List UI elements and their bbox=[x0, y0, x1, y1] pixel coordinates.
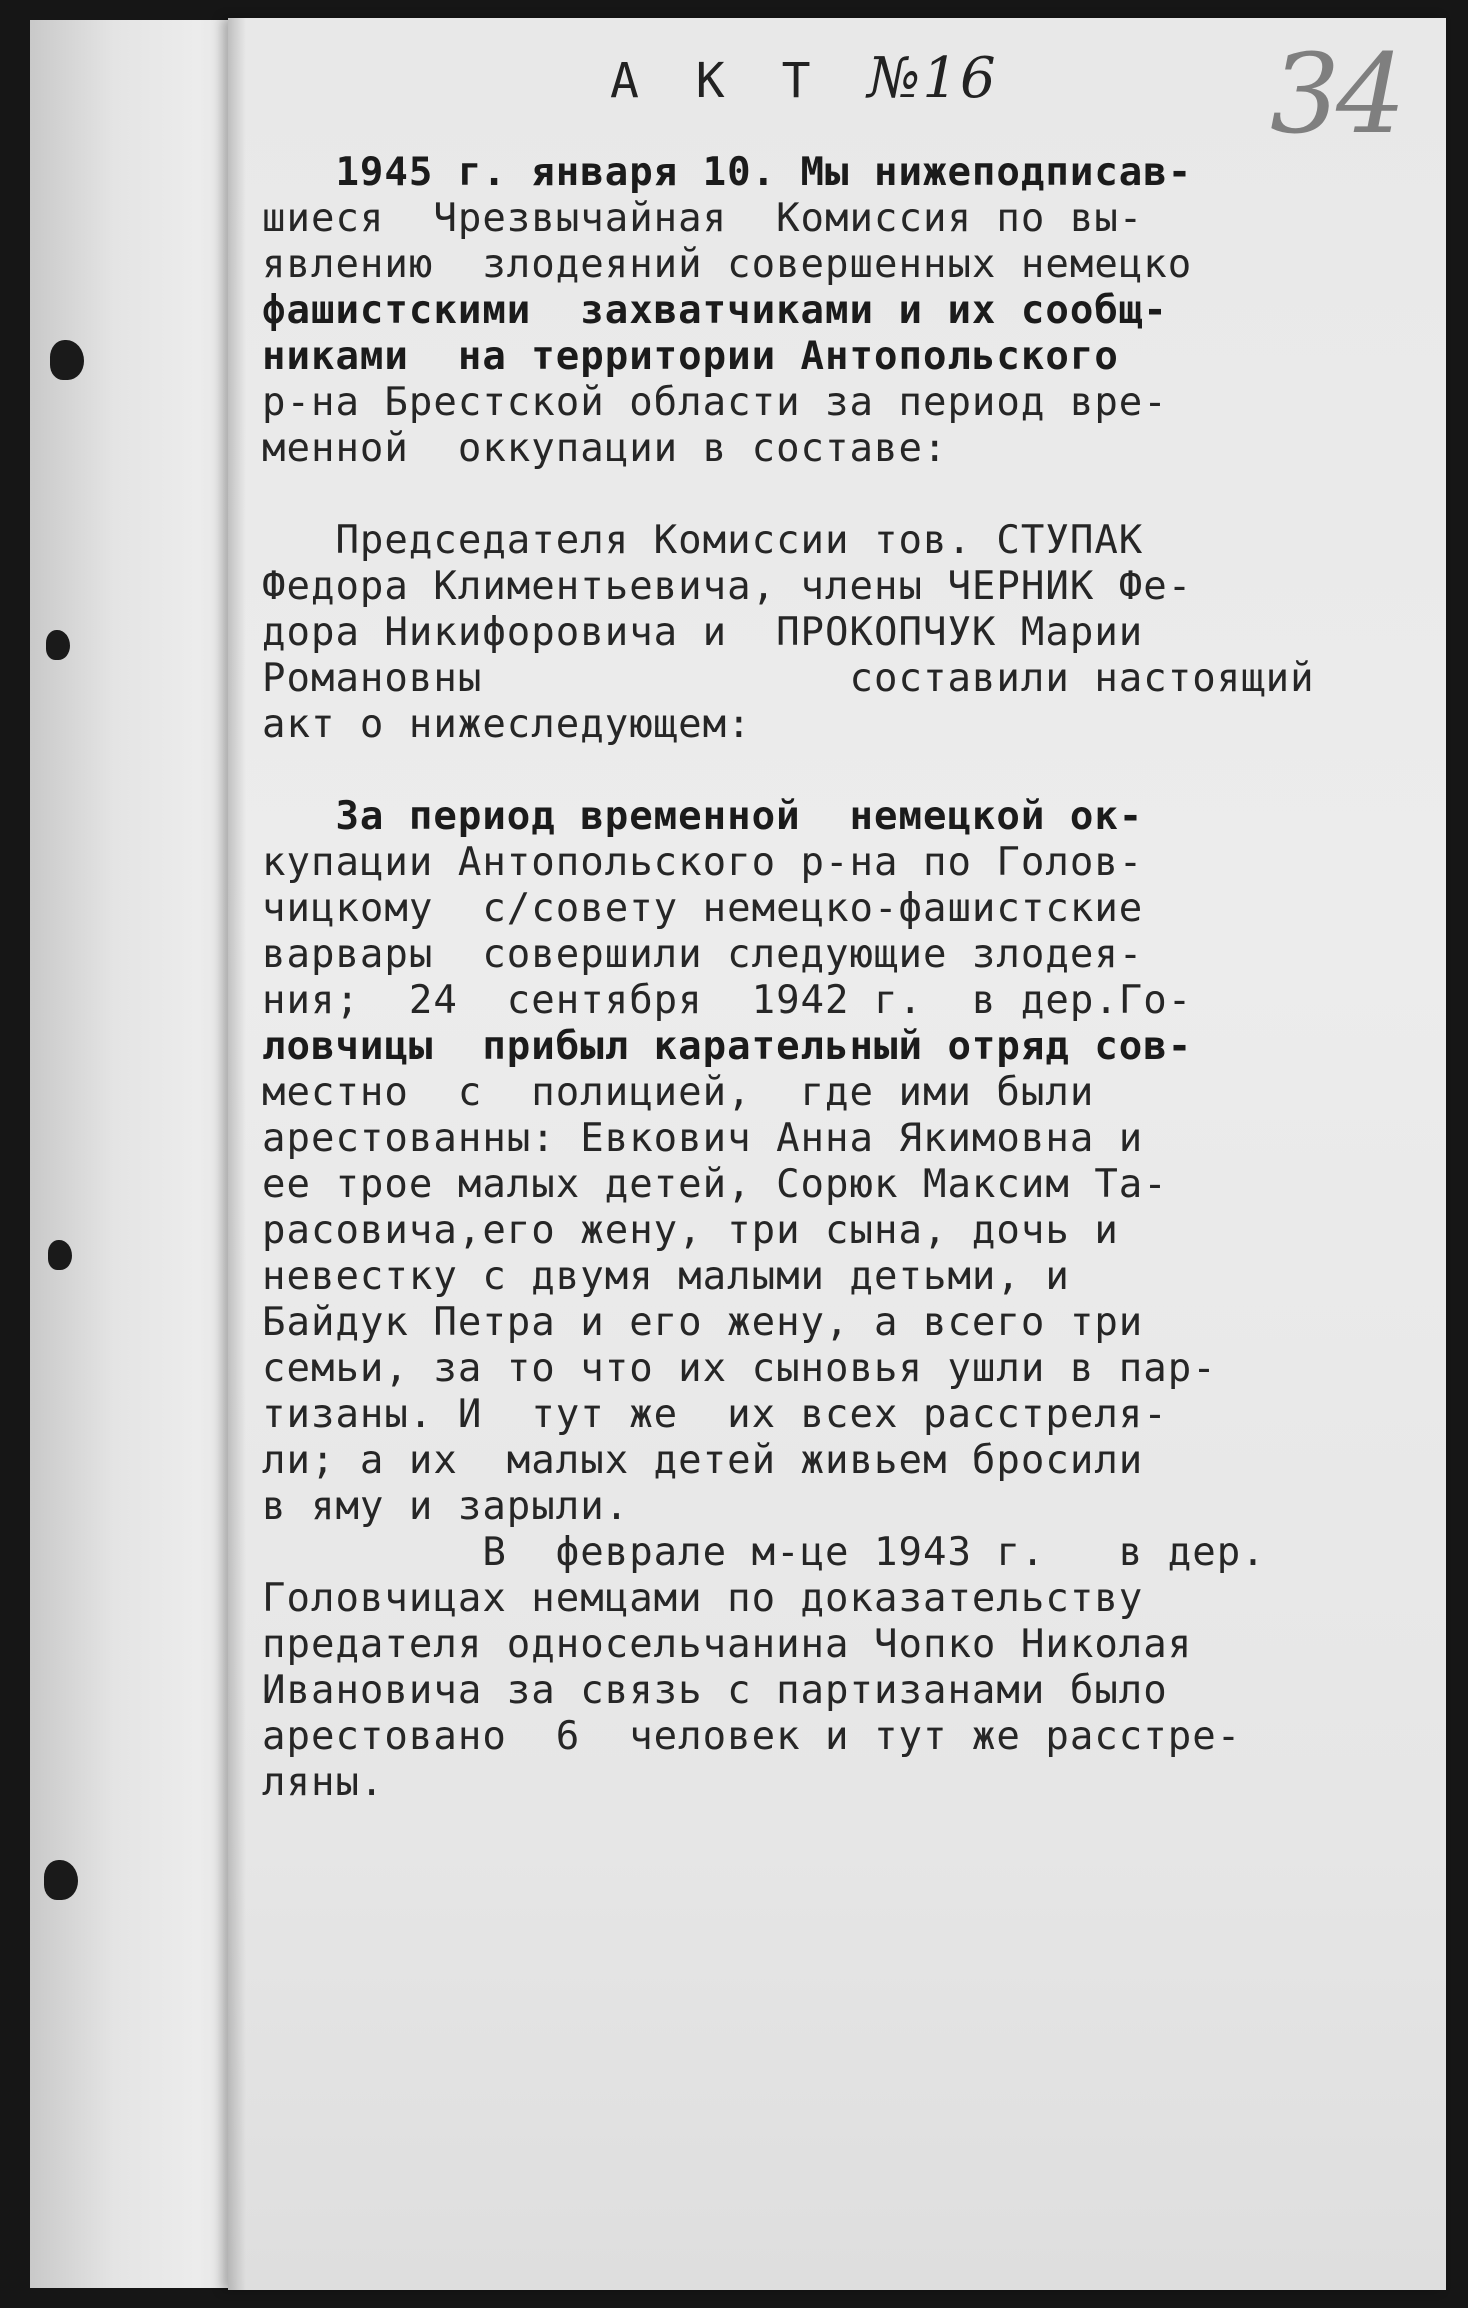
text-line: Головчицах немцами по доказательству bbox=[262, 1576, 1144, 1621]
text-line: местно с полицией, где ими были bbox=[262, 1070, 1095, 1115]
text-line: ее трое малых детей, Сорюк Максим Та- bbox=[262, 1162, 1168, 1207]
text-line: ли; а их малых детей живьем бросили bbox=[262, 1438, 1144, 1483]
text-line: Федора Климентьевича, члены ЧЕРНИК Фе- bbox=[262, 564, 1193, 609]
text-line: тизаны. И тут же их всех расстреля- bbox=[262, 1392, 1168, 1437]
text-line: расовича,его жену, три сына, дочь и bbox=[262, 1208, 1119, 1253]
text-line: в яму и зарыли. bbox=[262, 1484, 630, 1529]
text-line: За период временной немецкой ок- bbox=[262, 794, 1144, 839]
text-line: ловчицы прибыл карательный отряд сов- bbox=[262, 1024, 1193, 1069]
text-line: купации Антопольского р-на по Голов- bbox=[262, 840, 1144, 885]
punch-hole bbox=[44, 1860, 78, 1900]
text-line: Председателя Комиссии тов. СТУПАК bbox=[262, 518, 1144, 563]
text-line: акт о нижеследующем: bbox=[262, 702, 752, 747]
text-line: Романовны составили настоящий bbox=[262, 656, 1315, 701]
text-line: 1945 г. января 10. Мы нижеподписав- bbox=[262, 150, 1193, 195]
punch-hole bbox=[48, 1240, 72, 1270]
text-line: Ивановича за связь с партизанами было bbox=[262, 1668, 1168, 1713]
handwritten-page-number: 34 bbox=[1270, 30, 1402, 158]
text-line: арестованны: Евкович Анна Якимовна и bbox=[262, 1116, 1144, 1161]
text-line: варвары совершили следующие злодея- bbox=[262, 932, 1144, 977]
title-word: А К Т bbox=[610, 53, 825, 109]
text-line: дора Никифоровича и ПРОКОПЧУК Марии bbox=[262, 610, 1144, 655]
text-line: никами на территории Антопольского bbox=[262, 334, 1119, 379]
text-line: шиеся Чрезвычайная Комиссия по вы- bbox=[262, 196, 1144, 241]
text-line: менной оккупации в составе: bbox=[262, 426, 948, 471]
text-line: Байдук Петра и его жену, а всего три bbox=[262, 1300, 1144, 1345]
document-body bbox=[262, 150, 1422, 1806]
text-line: предателя односельчанина Чопко Николая bbox=[262, 1622, 1193, 1667]
text-line: явлению злодеяний совершенных немецко bbox=[262, 242, 1193, 287]
text-line: арестовано 6 человек и тут же расстре- bbox=[262, 1714, 1242, 1759]
text-line: фашистскими захватчиками и их сообщ- bbox=[262, 288, 1168, 333]
page-fold-shadow bbox=[228, 18, 246, 2290]
text-line: В феврале м-це 1943 г. в дер. bbox=[262, 1530, 1266, 1575]
document-title bbox=[610, 46, 998, 111]
text-line: чицкому с/совету немецко-фашистские bbox=[262, 886, 1144, 931]
punch-hole bbox=[50, 340, 84, 380]
punch-hole bbox=[46, 630, 70, 660]
text-line: ляны. bbox=[262, 1760, 385, 1805]
text-line: невестку с двумя малыми детьми, и bbox=[262, 1254, 1070, 1299]
text-line: р-на Брестской области за период вре- bbox=[262, 380, 1168, 425]
title-number: №16 bbox=[867, 46, 998, 111]
text-line: семьи, за то что их сыновья ушли в пар- bbox=[262, 1346, 1217, 1391]
text-line: ния; 24 сентября 1942 г. в дер.Го- bbox=[262, 978, 1193, 1023]
